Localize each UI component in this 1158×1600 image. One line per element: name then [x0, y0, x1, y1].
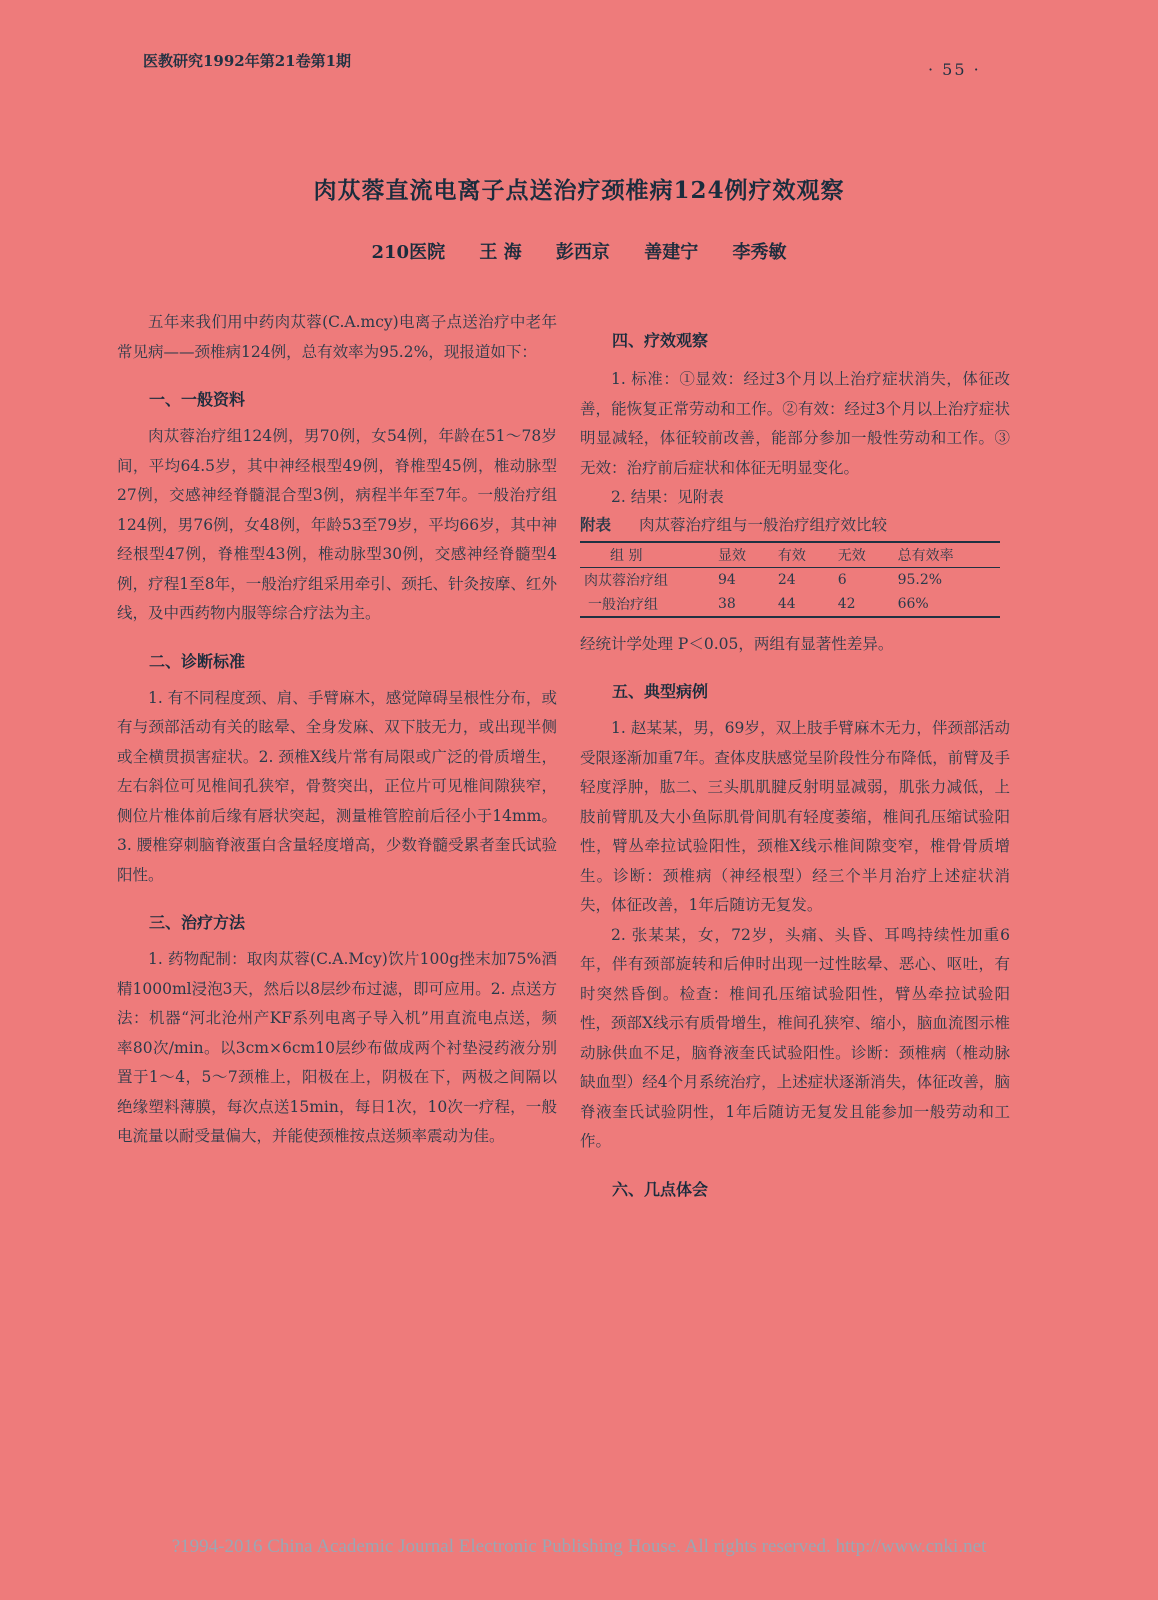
author: 彭西京 [555, 242, 610, 263]
result-paragraph: 2. 结果：见附表 [611, 488, 724, 506]
section-1-text: 肉苁蓉治疗组124例，男70例，女54例，年龄在51～78岁间，平均64.5岁，其中神经根型49例，脊椎型45例，椎动脉型27例，交感神经脊髓混合型3例，病程半年至7年。一般治疗组124例，男76例，女48例，年龄53至79岁，平均66岁，其中神经根型47例，脊椎型43例，椎动脉型30例，交感神经脊髓型4例，疗程1至8年，一般治疗组采用牵引、颈托、针灸按摩、红外线，及中西药物内服等综合疗法为主。 [117, 427, 557, 622]
section-3-text: 1. 药物配制：取肉苁蓉(C.A.Mcy)饮片100g挫末加75%酒精1000ml浸泡3天，然后以8层纱布过滤，即可应用。2. 点送方法：机器“河北沧州产KF系列电离子导入机”用直流电点送，频率80次/min。以3cm×6cm10层纱布做成两个衬垫浸药液分别置于1～4，5～7颈椎上，阳极在上，阴极在下，两极之间隔以绝缘塑料薄膜，每次点送15min，每日1次，10次一疗程，一般电流量以耐受量偏大，并能使颈椎按点送频率震动为佳。 [117, 950, 557, 1145]
affiliation: 210医院 [371, 242, 446, 263]
table-row [580, 592, 1000, 617]
table-cell: 42 [837, 595, 856, 612]
left-column [117, 308, 557, 1152]
table-row [580, 567, 1000, 592]
section-heading-5: 五、典型病例 [612, 682, 709, 701]
case-1-paragraph: 1. 赵某某，男，69岁，双上肢手臂麻木无力，伴颈部活动受限逐渐加重7年。查体皮肤感觉呈阶段性分布降低，前臂及手轻度浮肿，肱二、三头肌肌腱反射明显减弱，肌张力减低，上肢前臂肌及大小鱼际肌骨间肌有轻度萎缩，椎间孔压缩试验阳性，臂丛牵拉试验阳性，颈椎X线示椎间隙变窄，椎骨骨质增生。诊断：颈椎病（神经根型）经三个半月治疗上述症状消失，体征改善，1年后随访无复发。 [580, 719, 1010, 914]
table-header-cell: 无效 [837, 547, 866, 564]
section-heading-3: 三、治疗方法 [149, 913, 246, 932]
section-heading-2: 二、诊断标准 [149, 651, 246, 671]
table-cell: 66% [897, 595, 929, 612]
table-cell: 94 [718, 571, 736, 588]
table-cell: 44 [777, 595, 796, 612]
author: 王 海 [479, 242, 522, 263]
table-header-cell: 总有效率 [897, 547, 954, 564]
table-label: 附表 [580, 514, 612, 534]
table-caption [580, 513, 1010, 535]
case-2-paragraph: 2. 张某某，女，72岁，头痛、头昏、耳鸣持续性加重6年，伴有颈部旋转和后伸时出现一过性眩晕、恶心、呕吐，有时突然昏倒。检查：椎间孔压缩试验阳性，臂丛牵拉试验阳性，颈部X线示有质骨增生，椎间孔狭窄、缩小，脑血流图示椎动脉供血不足，脑脊液奎氏试验阳性。诊断：颈椎病（椎动脉缺血型）经4个月系统治疗，上述症状逐渐消失，体征改善，脑脊液奎氏试验阴性，1年后随访无复发且能参加一般劳动和工作。 [580, 925, 1010, 1150]
table-caption-text: 肉苁蓉治疗组与一般治疗组疗效比较 [639, 515, 888, 534]
table-cell: 95.2% [897, 571, 943, 588]
intro-paragraph: 五年来我们用中药肉苁蓉(C.A.mcy)电离子点送治疗中老年常见病——颈椎病124例，总有效率为95.2%，现报道如下： [117, 313, 557, 361]
criteria-paragraph: 1. 标准：①显效：经过3个月以上治疗症状消失，体征改善，能恢复正常劳动和工作。②有效：经过3个月以上治疗症状明显减轻，体征较前改善，能部分参加一般性劳动和工作。③无效：治疗前后症状和体征无明显变化。 [580, 370, 1010, 477]
page-number: · 55 · [928, 60, 981, 79]
section-heading-6: 六、几点体会 [612, 1179, 709, 1199]
running-head: 医教研究1992年第21卷第1期 [143, 52, 352, 70]
article-title: 肉苁蓉直流电离子点送治疗颈椎病124例疗效观察 [313, 177, 845, 204]
author-line [0, 238, 1158, 264]
table-cell: 38 [718, 595, 736, 612]
table-cell: 6 [837, 571, 847, 588]
table-header-cell: 组 别 [610, 547, 643, 564]
table-header-row [580, 542, 1000, 568]
table-cell: 一般治疗组 [588, 596, 658, 613]
section-heading-1: 一、一般资料 [149, 390, 246, 409]
statistics-sentence: 经统计学处理 P＜0.05，两组有显著性差异。 [580, 634, 894, 653]
table-header-cell: 有效 [777, 547, 806, 564]
author: 李秀敏 [732, 242, 787, 263]
section-2-text: 1. 有不同程度颈、肩、手臂麻木，感觉障碍呈根性分布，或有与颈部活动有关的眩晕、全身发麻、双下肢无力，或出现半侧或全横贯损害症状。2. 颈椎X线片常有局限或广泛的骨质增生，左右斜位可见椎间孔狭窄，骨赘突出，正位片可见椎间隙狭窄，侧位片椎体前后缘有唇状突起，测量椎管腔前后径小于14mm。3. 腰椎穿刺脑脊液蛋白含量轻度增高，少数脊髓受累者奎氏试验阳性。 [117, 688, 557, 884]
table-header-cell: 显效 [718, 547, 746, 564]
table-cell: 24 [777, 571, 796, 588]
right-column [580, 328, 1010, 1200]
section-heading-4: 四、疗效观察 [612, 331, 709, 350]
results-table [580, 541, 1000, 618]
author: 善建宁 [644, 242, 699, 263]
copyright-footer: ?1994-2016 China Academic Journal Electronic Publishing House. All rights reserved. http://www.cnki.net [171, 1536, 987, 1557]
table-cell: 肉苁蓉治疗组 [584, 572, 668, 589]
